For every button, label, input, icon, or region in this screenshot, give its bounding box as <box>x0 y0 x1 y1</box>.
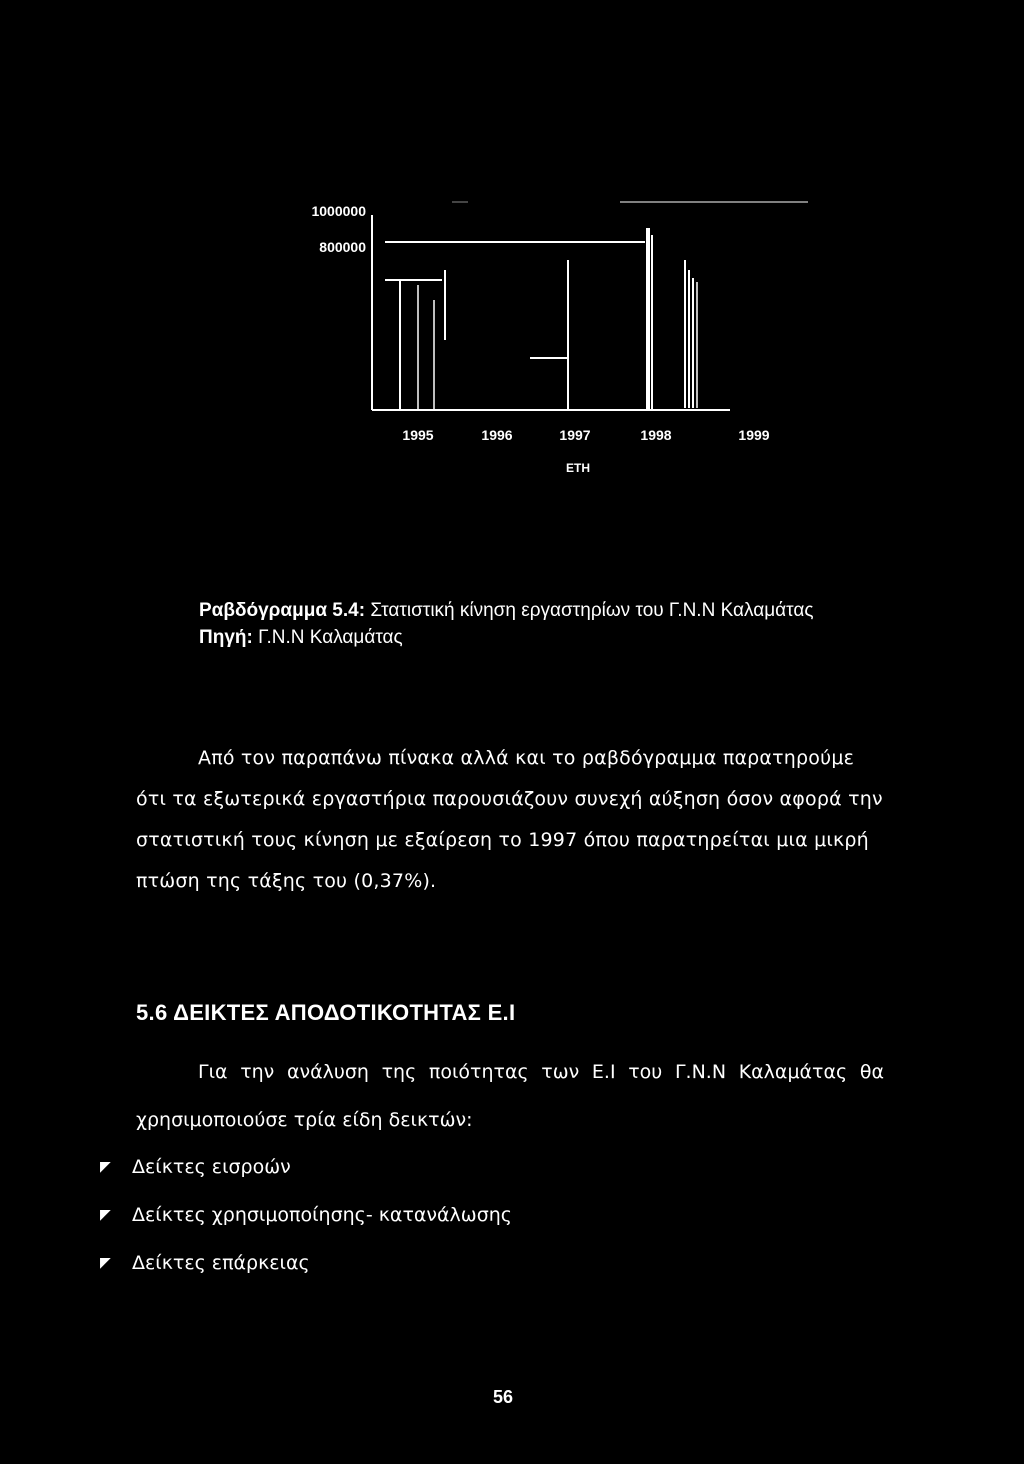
word: την <box>848 788 883 810</box>
word: το <box>552 747 576 769</box>
word: τα <box>172 788 197 810</box>
word: ραβδόγραμμα <box>581 747 717 769</box>
paragraph-line <box>136 820 884 861</box>
list-item <box>100 1239 512 1287</box>
word: και <box>515 747 546 769</box>
word: αλλά <box>460 747 509 769</box>
intro-paragraph <box>136 1048 884 1144</box>
word: εξωτερικά <box>202 788 306 810</box>
y-tick-label: 1000000 <box>311 203 366 219</box>
x-axis-title: ΕΤΗ <box>566 461 590 475</box>
bullet-list <box>100 1143 512 1287</box>
word: το <box>498 829 522 851</box>
caption-text: Στατιστική κίνηση εργαστηρίων του Γ.Ν.Ν Καλαμάτας <box>370 600 814 621</box>
word: μια <box>776 829 808 851</box>
page-number: 56 <box>493 1387 514 1407</box>
list-item <box>100 1191 512 1239</box>
word: αφορά <box>779 788 842 810</box>
list-item-label: Δείκτες χρησιμοποίησης- κατανάλωσης <box>132 1204 512 1226</box>
figure-caption <box>199 597 814 651</box>
bullet-arrow-icon: ◤ <box>100 1207 111 1223</box>
word: ανάλυση <box>286 1061 369 1083</box>
word: όπου <box>583 829 631 851</box>
body-paragraph <box>136 738 884 902</box>
list-item-label: Δείκτες εισροών <box>132 1156 291 1178</box>
word: παραπάνω <box>281 747 383 769</box>
x-tick-label: 1997 <box>559 427 591 443</box>
word: παρατηρείται <box>636 829 770 851</box>
word: εργαστήρια <box>311 788 427 810</box>
word: Ε.Ι <box>591 1061 616 1083</box>
paragraph-line: πτώση της τάξης του (0,37%). <box>136 870 437 892</box>
word: Από <box>198 747 235 769</box>
caption-label: Ραβδόγραμμα 5.4: <box>199 600 366 621</box>
word: παρατηρούμε <box>722 747 855 769</box>
source-label: Πηγή: <box>199 627 253 648</box>
word: συνεχή <box>574 788 643 810</box>
word: θα <box>859 1061 884 1083</box>
word: πίνακα <box>388 747 455 769</box>
word: Γ.Ν.Ν <box>674 1061 727 1083</box>
word: Καλαμάτας <box>738 1061 848 1083</box>
y-tick-label: 800000 <box>319 239 366 255</box>
word: των <box>541 1061 580 1083</box>
section-heading: 5.6 ΔΕΙΚΤΕΣ ΑΠΟΔΟΤΙΚΟΤΗΤΑΣ Ε.Ι <box>136 1000 516 1025</box>
x-tick-label: 1996 <box>481 427 513 443</box>
word: Για <box>198 1061 228 1083</box>
word: του <box>628 1061 663 1083</box>
bullet-arrow-icon: ◤ <box>100 1159 111 1175</box>
word: αύξηση <box>648 788 721 810</box>
x-tick-label: 1999 <box>738 427 770 443</box>
word: της <box>381 1061 417 1083</box>
intro-line <box>136 1048 884 1096</box>
bullet-arrow-icon: ◤ <box>100 1255 111 1271</box>
word: την <box>240 1061 275 1083</box>
word: όσον <box>726 788 774 810</box>
list-item-label: Δείκτες επάρκειας <box>132 1252 310 1274</box>
bar-chart <box>290 190 810 490</box>
word: παρουσιάζουν <box>432 788 569 810</box>
word: ποιότητας <box>428 1061 529 1083</box>
word: τους <box>251 829 298 851</box>
source-text: Γ.Ν.Ν Καλαμάτας <box>258 627 403 648</box>
word: μικρή <box>814 829 869 851</box>
paragraph-line <box>136 738 884 779</box>
word: 1997 <box>528 829 578 851</box>
x-tick-label: 1995 <box>402 427 434 443</box>
word: με <box>375 829 399 851</box>
word: εξαίρεση <box>404 829 493 851</box>
chart-canvas <box>290 190 810 490</box>
word: κίνηση <box>303 829 370 851</box>
word: τον <box>240 747 276 769</box>
word: ότι <box>136 788 167 810</box>
x-tick-label: 1998 <box>640 427 672 443</box>
list-item <box>100 1143 512 1191</box>
intro-line: χρησιμοποιούσε τρία είδη δεικτών: <box>136 1109 473 1131</box>
paragraph-line <box>136 779 884 820</box>
word: στατιστική <box>136 829 246 851</box>
